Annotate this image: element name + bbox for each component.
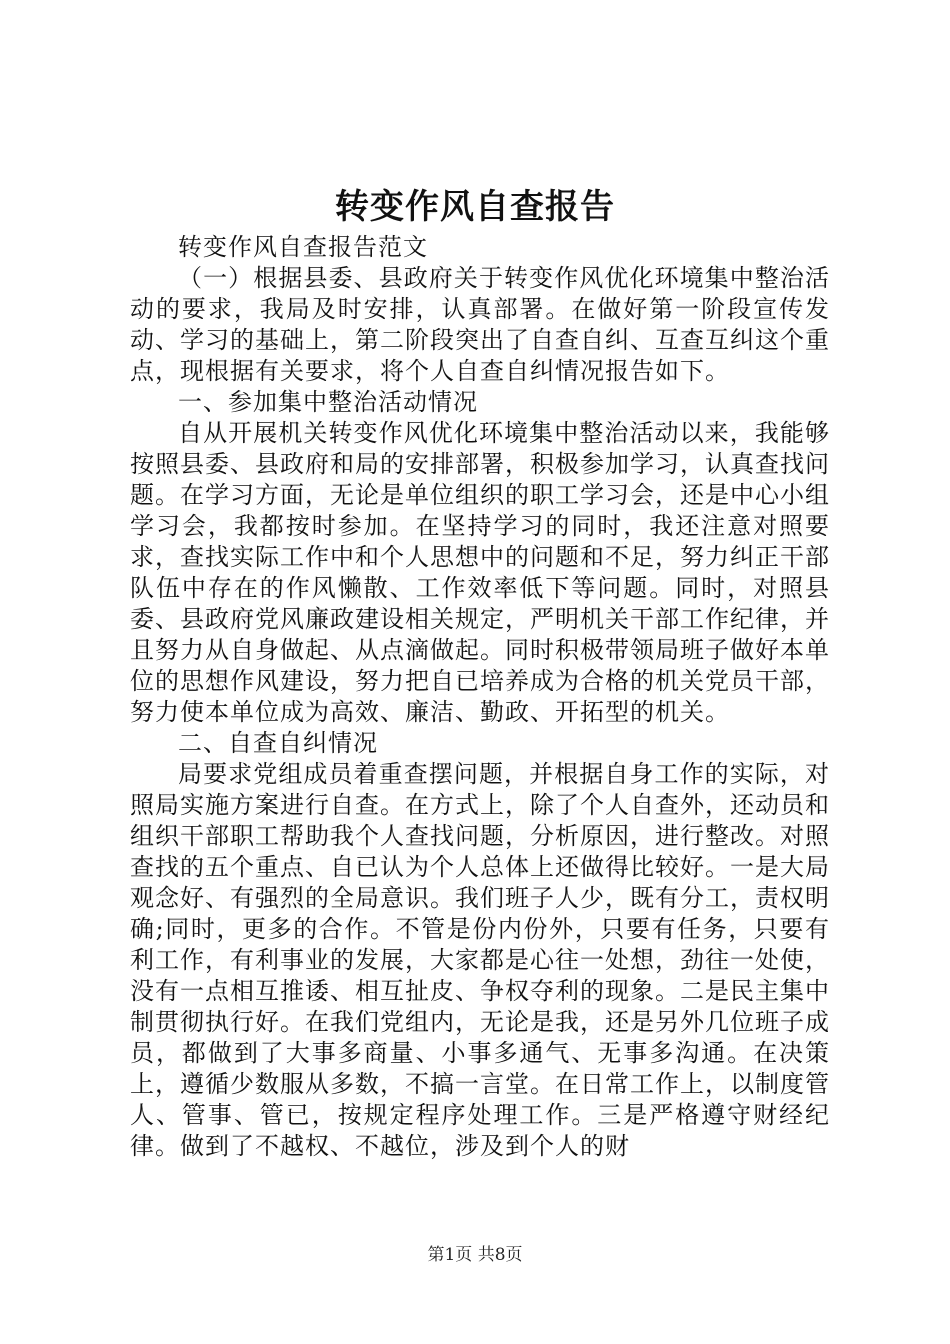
document-body [130, 232, 830, 1162]
section-heading-1: 一、参加集中整治活动情况 [178, 388, 478, 416]
section-heading-2: 二、自查自纠情况 [178, 729, 378, 757]
paragraph-section-1: 自从开展机关转变作风优化环境集中整治活动以来，我能够按照县委、县政府和局的安排部署，积极参加学习，认真查找问题。在学习方面，无论是单位组织的职工学习会，还是中心小组学习会，我都按时参加。在坚持学习的同时，我还注意对照要求，查找实际工作中和个人思想中的问题和不足，努力纠正干部队伍中存在的作风懒散、工作效率低下等问题。同时，对照县委、县政府党风廉政建设相关规定，严明机关干部工作纪律，并且努力从自身做起、从点滴做起。同时积极带领局班子做好本单位的思想作风建设，努力把自已培养成为合格的机关党员干部，努力使本单位成为高效、廉洁、勤政、开拓型的机关。 [130, 419, 830, 726]
paragraph-section-2: 局要求党组成员着重查摆问题，并根据自身工作的实际，对照局实施方案进行自查。在方式上，除了个人自查外，还动员和组织干部职工帮助我个人查找问题，分析原因，进行整改。对照查找的五个重点、自已认为个人总体上还做得比较好。一是大局观念好、有强烈的全局意识。我们班子人少，既有分工，责权明确;同时，更多的合作。不管是份内份外，只要有任务，只要有利工作，有利事业的发展，大家都是心往一处想，劲往一处使，没有一点相互推诿、相互扯皮、争权夺利的现象。二是民主集中制贯彻执行好。在我们党组内，无论是我，还是另外几位班子成员，都做到了大事多商量、小事多通气、无事多沟通。在决策上，遵循少数服从多数，不搞一言堂。在日常工作上，以制度管人、管事、管已，按规定程序处理工作。三是严格遵守财经纪律。做到了不越权、不越位，涉及到个人的财 [130, 760, 830, 1160]
paragraph-intro: （一）根据县委、县政府关于转变作风优化环境集中整治活动的要求，我局及时安排，认真部署。在做好第一阶段宣传发动、学习的基础上，第二阶段突出了自查自纠、互查互纠这个重点，现根据有关要求，将个人自查自纠情况报告如下。 [130, 264, 830, 385]
page-footer: 第1页 共8页 [427, 1245, 523, 1265]
document-title: 转变作风自查报告 [335, 187, 615, 227]
document-subtitle: 转变作风自查报告范文 [178, 233, 428, 261]
